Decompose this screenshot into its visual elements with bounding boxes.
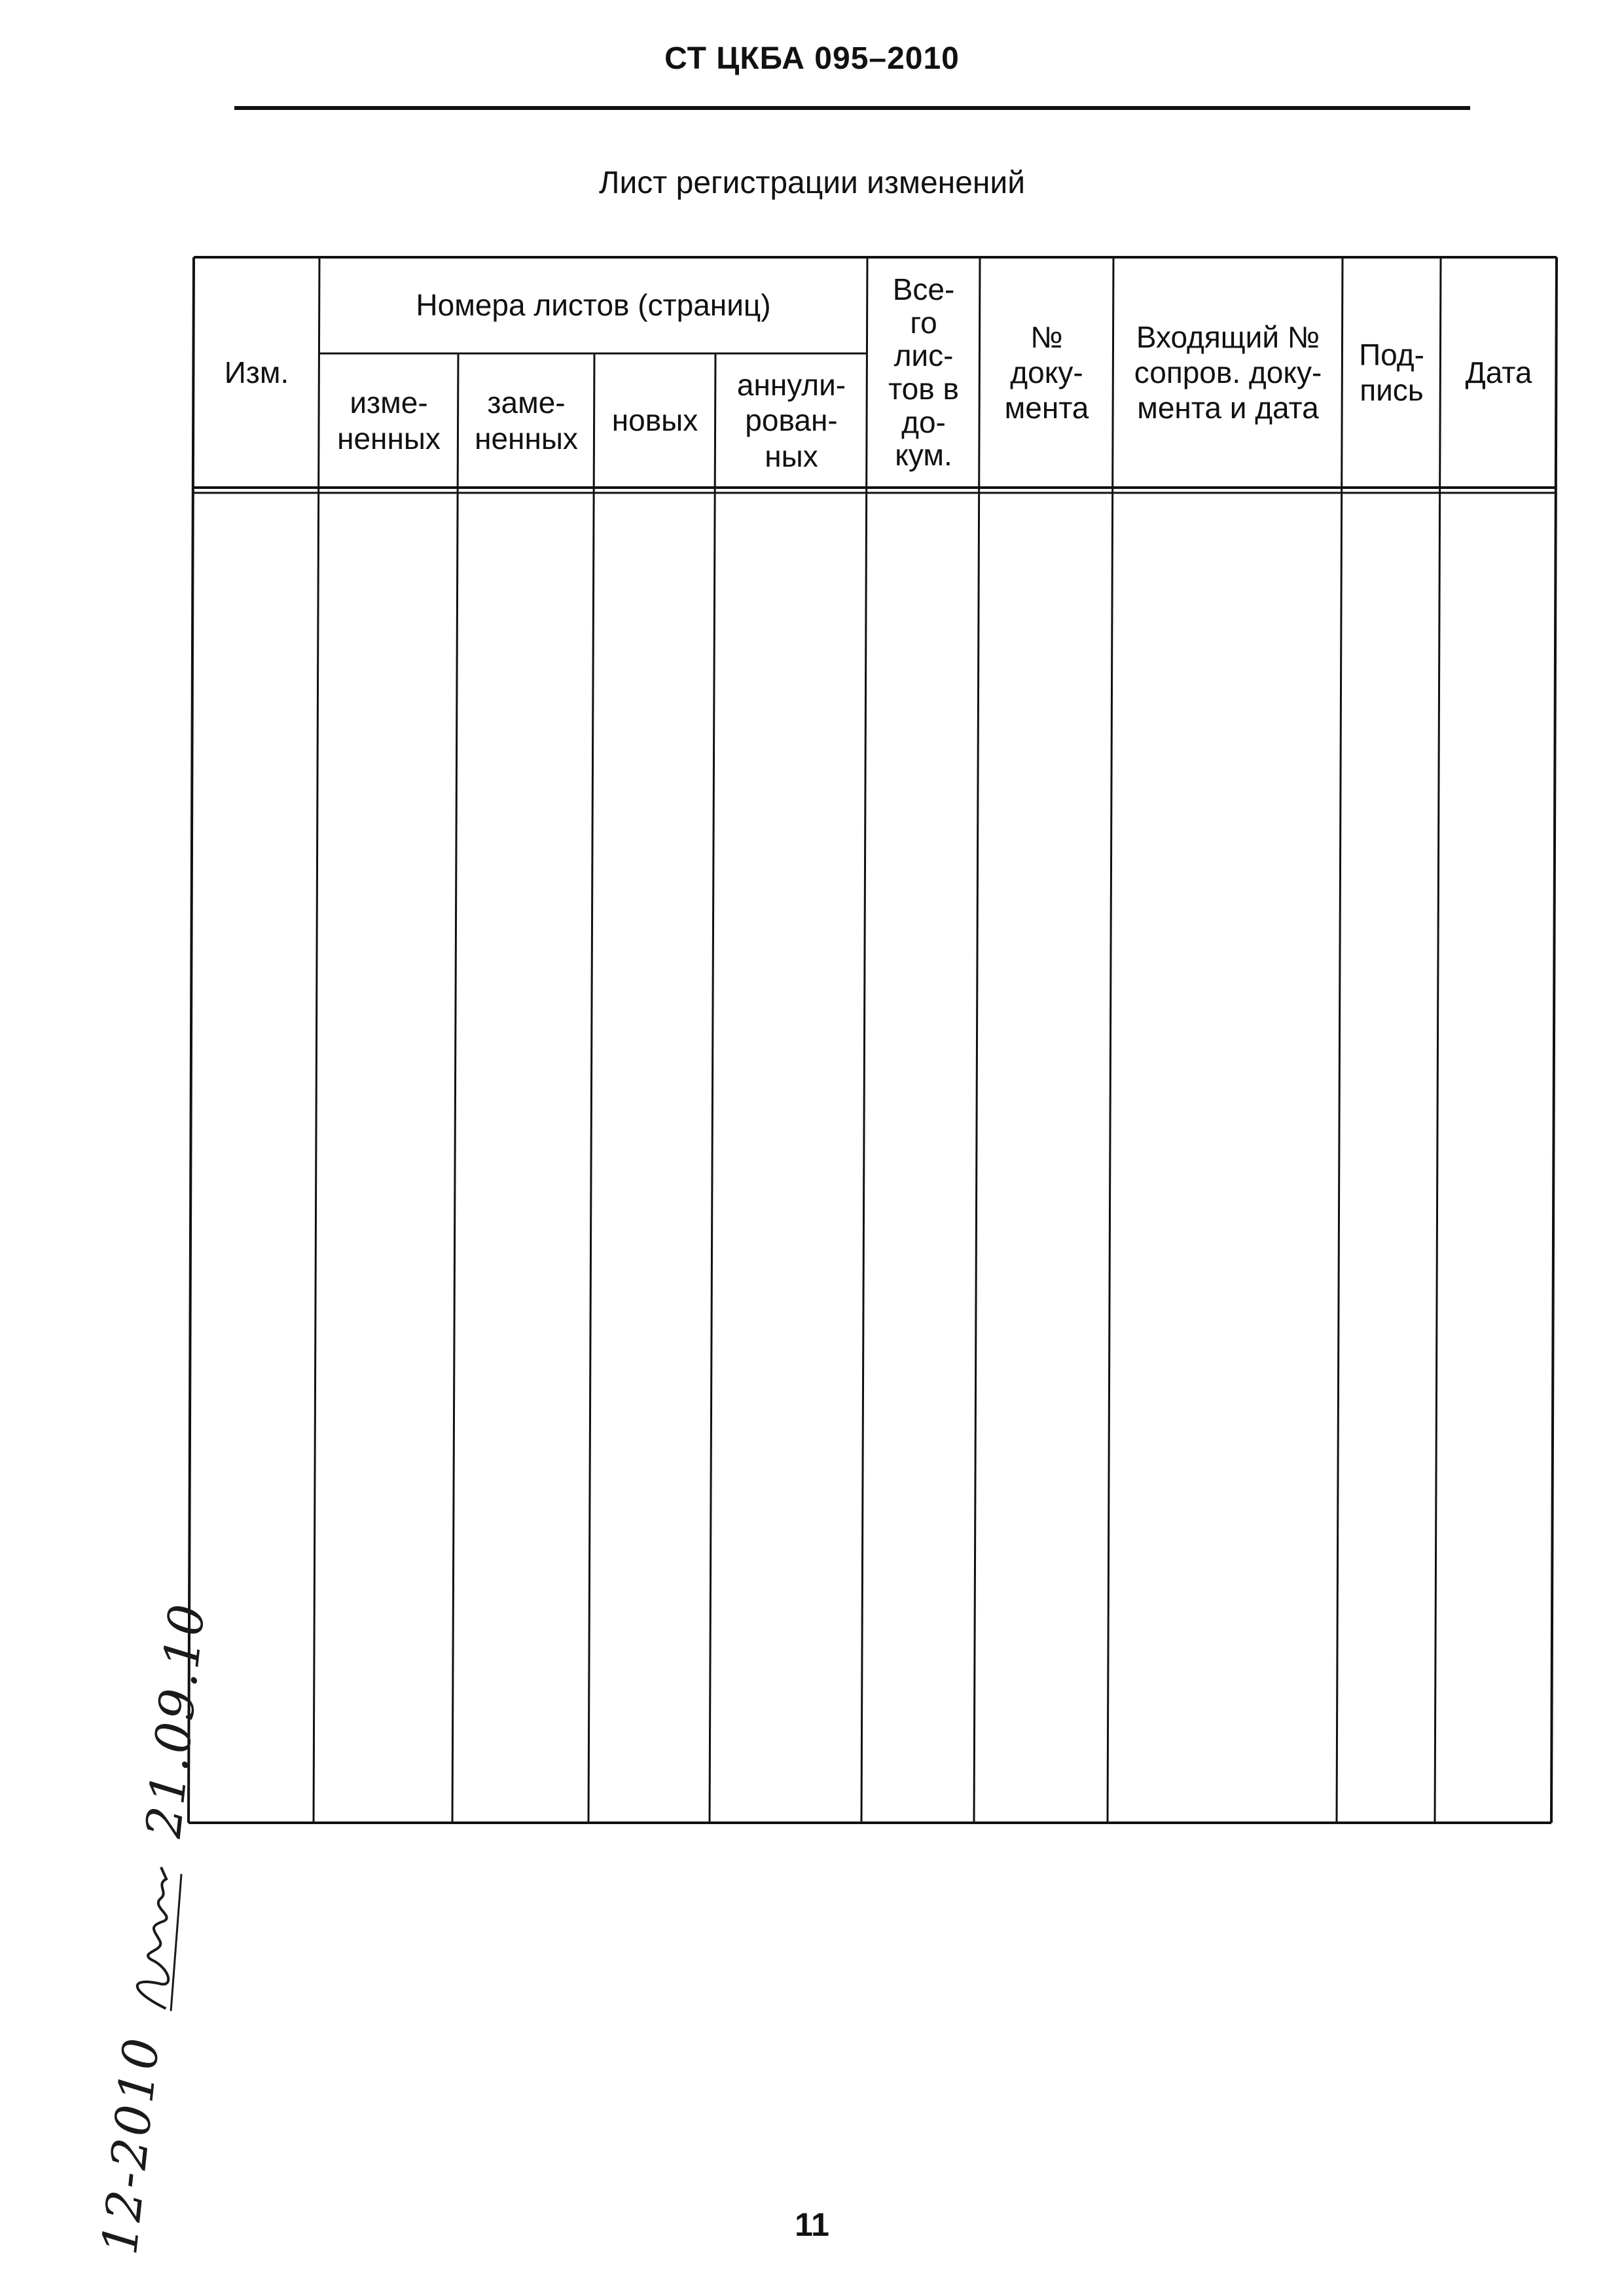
header-col-annulled: аннули- рован- ных [736, 368, 846, 473]
header-col-total-sheets: Все- го лис- тов в до- кум. [888, 272, 959, 473]
header-col-incoming-doc: Входящий № сопров. доку- мента и дата [1134, 319, 1322, 425]
header-col-changed: изме- ненных [337, 386, 441, 456]
header-col-doc-number: № доку- мента [1004, 319, 1089, 425]
header-col-new: новых [611, 403, 698, 438]
sheet-title: Лист регистрации изменений [598, 166, 1026, 200]
standard-code: СТ ЦКБА 095–2010 [664, 41, 960, 76]
header-col-date: Дата [1465, 355, 1532, 389]
handwritten-note-number: 12-2010 [92, 2033, 171, 2257]
header-col-replaced: заме- ненных [475, 386, 578, 456]
page-number: 11 [795, 2206, 829, 2243]
header-col-signature: Под- пись [1359, 337, 1424, 407]
header-col-izm: Изм. [224, 355, 289, 389]
header-group-sheet-numbers: Номера листов (страниц) [416, 288, 771, 323]
handwritten-note-date: 21.09.10 [135, 1599, 217, 1840]
